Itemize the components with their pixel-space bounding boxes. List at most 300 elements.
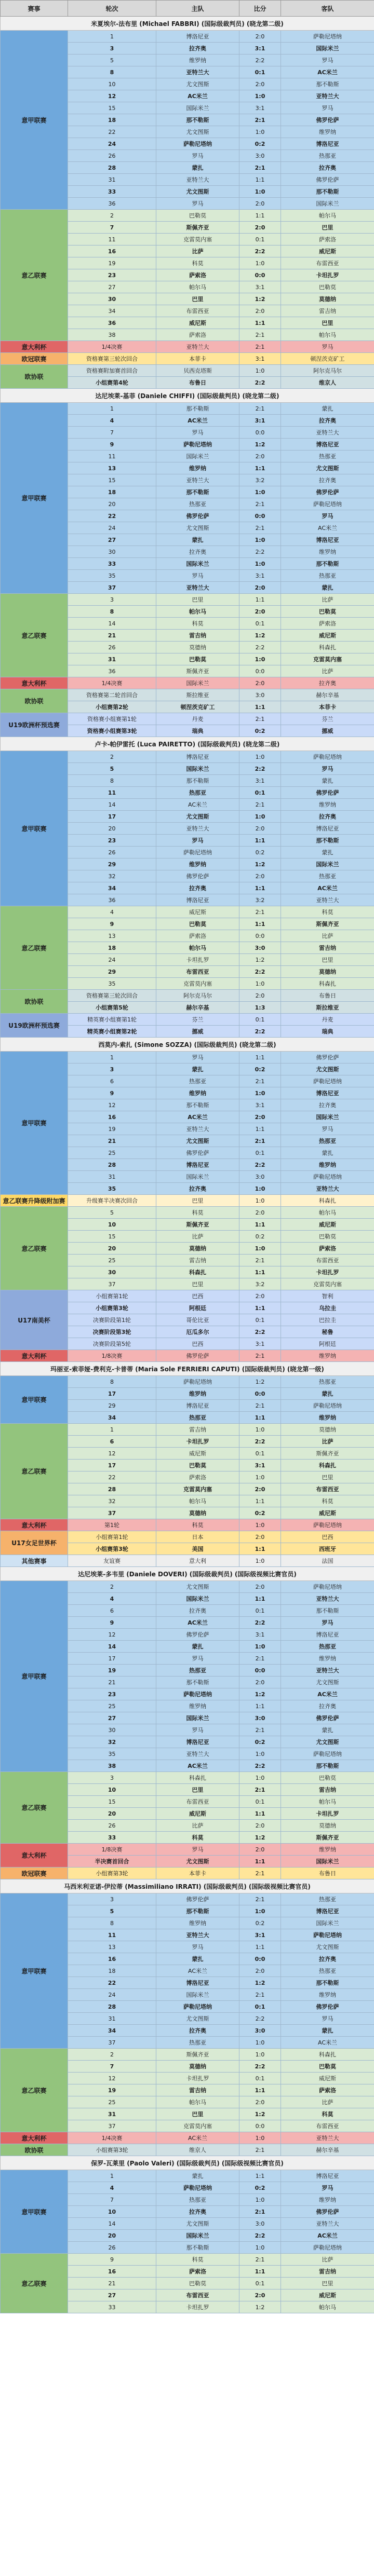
home-team-cell: 巴西 [156, 1290, 239, 1302]
score-cell: 1:2 [239, 2108, 281, 2120]
round-cell: 32 [68, 1736, 156, 1748]
round-cell: 小组赛第3轮 [68, 2144, 156, 2156]
score-cell: 2:1 [239, 329, 281, 341]
round-cell: 18 [68, 114, 156, 126]
competition-cell: 欧冠联赛 [1, 353, 68, 365]
score-cell: 1:1 [239, 835, 281, 847]
away-team-cell: 热那亚 [281, 451, 374, 462]
home-team-cell: 国际米兰 [156, 677, 239, 689]
away-team-cell: 科森扎 [281, 2049, 374, 2061]
round-cell: 16 [68, 2266, 156, 2278]
home-team-cell: 尤文图斯 [156, 1135, 239, 1147]
home-team-cell: 那不勒斯 [156, 1677, 239, 1688]
round-cell: 27 [68, 281, 156, 293]
round-cell: 34 [68, 1412, 156, 1424]
round-cell: 17 [68, 1460, 156, 1471]
away-team-cell: 巴里 [281, 317, 374, 329]
home-team-cell: 帕尔马 [156, 2096, 239, 2108]
round-cell: 21 [68, 2278, 156, 2289]
competition-cell: 意乙联赛 [1, 1424, 68, 1519]
score-cell: 1:0 [239, 1195, 281, 1207]
referee-name: 达尼埃莱-基菲 (Daniele CHIFFI) (国际级裁判员) (晓龙第二级) [1, 389, 374, 403]
round-cell: 12 [68, 1629, 156, 1641]
round-cell: 8 [68, 775, 156, 787]
home-team-cell: 博洛尼亚 [156, 1736, 239, 1748]
round-cell: 32 [68, 1495, 156, 1507]
home-team-cell: 亚特兰大 [156, 474, 239, 486]
round-cell: 24 [68, 1989, 156, 2001]
score-cell: 0:0 [239, 1953, 281, 1965]
round-cell: 8 [68, 66, 156, 78]
round-cell: 9 [68, 2254, 156, 2266]
home-team-cell: 亚特兰大 [156, 823, 239, 835]
home-team-cell: 蒙扎 [156, 2170, 239, 2182]
score-cell: 3:1 [239, 1629, 281, 1641]
score-cell: 2:0 [239, 1531, 281, 1543]
score-cell: 0:2 [239, 138, 281, 150]
score-cell: 0:1 [239, 1605, 281, 1617]
home-team-cell: 克雷莫内塞 [156, 2120, 239, 2132]
round-cell: 小组赛第1轮 [68, 1290, 156, 1302]
away-team-cell: 巴勒莫 [281, 1231, 374, 1243]
score-cell: 0:1 [239, 1147, 281, 1159]
away-team-cell: 威尼斯 [281, 1507, 374, 1519]
home-team-cell: AC米兰 [156, 2132, 239, 2144]
away-team-cell: 亚特兰大 [281, 1665, 374, 1677]
match-row [1, 1555, 374, 1567]
away-team-cell: 博洛尼亚 [281, 823, 374, 835]
round-cell: 31 [68, 174, 156, 186]
score-cell: 3:0 [239, 942, 281, 954]
home-team-cell: 莫德纳 [156, 642, 239, 653]
score-cell: 2:0 [239, 1581, 281, 1593]
away-team-cell: 亚特兰大 [281, 1593, 374, 1605]
score-cell: 2:1 [239, 906, 281, 918]
referee-name: 卢卡-帕伊雷托 (Luca PAIRETTO) (国际级裁判员) (晓龙第二级) [1, 737, 374, 751]
home-team-cell: 巴西 [156, 1338, 239, 1350]
home-team-cell: 雷吉纳 [156, 1255, 239, 1266]
away-team-cell: 斯拉维亚 [281, 1002, 374, 1014]
away-team-cell: 那不勒斯 [281, 78, 374, 90]
away-team-cell: 萨勒尼塔纳 [281, 498, 374, 510]
away-team-cell: 蒙扎 [281, 2025, 374, 2037]
away-team-cell: 莫德纳 [281, 1820, 374, 1832]
away-team-cell: 亚特兰大 [281, 2132, 374, 2144]
round-cell: 小组赛第3轮 [68, 1302, 156, 1314]
home-team-cell: 国际米兰 [156, 1171, 239, 1183]
match-row [1, 906, 374, 918]
home-team-cell: 那不勒斯 [156, 2242, 239, 2254]
score-cell: 1:1 [239, 701, 281, 713]
away-team-cell: 萨索洛 [281, 2084, 374, 2096]
competition-cell: U19欧洲杯预选赛 [1, 1014, 68, 1038]
away-team-cell: 佛罗伦萨 [281, 2206, 374, 2218]
score-cell: 2:1 [239, 341, 281, 353]
round-cell: 34 [68, 882, 156, 894]
round-cell: 1/4决赛 [68, 2132, 156, 2144]
round-cell: 小组赛第4轮 [68, 377, 156, 389]
home-team-cell: AC米兰 [156, 90, 239, 102]
round-cell: 37 [68, 2120, 156, 2132]
home-team-cell: 雷吉纳 [156, 2084, 239, 2096]
home-team-cell: 本菲卡 [156, 353, 239, 365]
home-team-cell: 热那亚 [156, 1665, 239, 1677]
score-cell: 1:1 [239, 1941, 281, 1953]
referee-row [1, 2156, 374, 2170]
score-cell: 1:0 [239, 90, 281, 102]
score-cell: 1:0 [239, 978, 281, 990]
away-team-cell: 佛罗伦萨 [281, 1052, 374, 1064]
away-team-cell: 博洛尼亚 [281, 534, 374, 546]
home-team-cell: 热那亚 [156, 2037, 239, 2049]
round-cell: 6 [68, 1436, 156, 1448]
score-cell: 2:1 [239, 799, 281, 811]
home-team-cell: 赫尔辛基 [156, 1002, 239, 1014]
home-team-cell: 巴里 [156, 1195, 239, 1207]
round-cell: 7 [68, 2061, 156, 2073]
score-cell: 1:1 [239, 1412, 281, 1424]
home-team-cell: 佛罗伦萨 [156, 1629, 239, 1641]
away-team-cell: 热那亚 [281, 1893, 374, 1905]
match-row [1, 1893, 374, 1905]
round-cell: 10 [68, 1219, 156, 1231]
score-cell: 2:0 [239, 823, 281, 835]
referee-row [1, 1567, 374, 1581]
away-team-cell: 科莫 [281, 1495, 374, 1507]
away-team-cell: 布雷西亚 [281, 1483, 374, 1495]
home-team-cell: 尤文图斯 [156, 126, 239, 138]
away-team-cell: 巴拉圭 [281, 1314, 374, 1326]
round-cell: 25 [68, 1147, 156, 1159]
score-cell: 3:2 [239, 1278, 281, 1290]
home-team-cell: 卡坦扎罗 [156, 954, 239, 966]
away-team-cell: 科森扎 [281, 1195, 374, 1207]
score-cell: 2:1 [239, 713, 281, 725]
home-team-cell: 挪威 [156, 1026, 239, 1038]
score-cell: 2:0 [239, 198, 281, 210]
match-row [1, 403, 374, 415]
score-cell: 3:0 [239, 689, 281, 701]
away-team-cell: 蒙扎 [281, 403, 374, 415]
score-cell: 2:0 [239, 305, 281, 317]
score-cell: 1:1 [239, 882, 281, 894]
round-cell: 32 [68, 870, 156, 882]
score-cell: 1:1 [239, 1219, 281, 1231]
round-cell: 3 [68, 43, 156, 54]
score-cell: 2:2 [239, 1159, 281, 1171]
away-team-cell: 秘鲁 [281, 1326, 374, 1338]
referee-name: 米夏埃尔-法布里 (Michael FABBRI) (国际级裁判员) (晓龙第二级) [1, 17, 374, 31]
away-team-cell: 比萨 [281, 1436, 374, 1448]
away-team-cell: 雷吉纳 [281, 305, 374, 317]
home-team-cell: AC米兰 [156, 1965, 239, 1977]
round-cell: 38 [68, 329, 156, 341]
score-cell: 0:0 [239, 930, 281, 942]
competition-cell: 意甲联赛 [1, 31, 68, 210]
away-team-cell: 罗马 [281, 102, 374, 114]
competition-cell: 欧协联 [1, 990, 68, 1014]
away-team-cell: 芬兰 [281, 713, 374, 725]
table-header [1, 1, 374, 17]
away-team-cell: 比萨 [281, 665, 374, 677]
competition-cell: 意甲联赛 [1, 2170, 68, 2254]
round-cell: 1 [68, 403, 156, 415]
round-cell: 37 [68, 582, 156, 594]
round-cell: 30 [68, 293, 156, 305]
score-cell: 1:0 [239, 365, 281, 377]
away-team-cell: 克雷莫内塞 [281, 653, 374, 665]
away-team-cell: 蒙扎 [281, 1724, 374, 1736]
home-team-cell: 尤文图斯 [156, 2013, 239, 2025]
referee-row [1, 737, 374, 751]
score-cell: 1:2 [239, 293, 281, 305]
away-team-cell: 国际米兰 [281, 1856, 374, 1868]
score-cell: 0:0 [239, 2120, 281, 2132]
score-cell: 1:1 [239, 1052, 281, 1064]
away-team-cell: 热那亚 [281, 1965, 374, 1977]
home-team-cell: 帕尔马 [156, 1495, 239, 1507]
score-cell: 1:0 [239, 126, 281, 138]
round-cell: 23 [68, 269, 156, 281]
home-team-cell: 斯拉维亚 [156, 689, 239, 701]
round-cell: 11 [68, 451, 156, 462]
score-cell: 0:2 [239, 1917, 281, 1929]
header-score: 比分 [239, 1, 281, 17]
match-row [1, 1207, 374, 1219]
round-cell: 10 [68, 2206, 156, 2218]
home-team-cell: 亚特兰大 [156, 582, 239, 594]
score-cell: 1:1 [239, 1302, 281, 1314]
round-cell: 6 [68, 1075, 156, 1087]
home-team-cell: 本菲卡 [156, 1868, 239, 1879]
home-team-cell: 布雷西亚 [156, 305, 239, 317]
away-team-cell: 卡坦扎罗 [281, 1266, 374, 1278]
away-team-cell: AC米兰 [281, 2230, 374, 2242]
score-cell: 3:2 [239, 894, 281, 906]
away-team-cell: 威尼斯 [281, 2073, 374, 2084]
home-team-cell: 厄瓜多尔 [156, 1326, 239, 1338]
round-cell: 12 [68, 1099, 156, 1111]
score-cell: 2:2 [239, 2013, 281, 2025]
home-team-cell: 威尼斯 [156, 317, 239, 329]
home-team-cell: 布鲁日 [156, 377, 239, 389]
round-cell: 33 [68, 1832, 156, 1844]
home-team-cell: 拉齐奥 [156, 1183, 239, 1195]
round-cell: 36 [68, 665, 156, 677]
away-team-cell: 那不勒斯 [281, 835, 374, 847]
home-team-cell: 科莫 [156, 1832, 239, 1844]
away-team-cell: 拉齐奥 [281, 1953, 374, 1965]
competition-cell: 意乙联赛 [1, 210, 68, 341]
match-row [1, 1052, 374, 1064]
away-team-cell: AC米兰 [281, 882, 374, 894]
round-cell: 1/4决赛 [68, 677, 156, 689]
away-team-cell: 维罗纳 [281, 799, 374, 811]
score-cell: 1:1 [239, 210, 281, 222]
away-team-cell: 萨勒尼塔纳 [281, 1075, 374, 1087]
score-cell: 2:2 [239, 763, 281, 775]
referee-row [1, 1038, 374, 1052]
round-cell: 半决赛首回合 [68, 1856, 156, 1868]
referee-row [1, 1879, 374, 1893]
home-team-cell: 阿根廷 [156, 1302, 239, 1314]
away-team-cell: 克雷莫内塞 [281, 1278, 374, 1290]
away-team-cell: 帕尔马 [281, 329, 374, 341]
home-team-cell: 莫德纳 [156, 1243, 239, 1255]
away-team-cell: 比萨 [281, 2254, 374, 2266]
home-team-cell: 维罗纳 [156, 858, 239, 870]
match-row [1, 341, 374, 353]
home-team-cell: 热那亚 [156, 787, 239, 799]
home-team-cell: 克雷莫内塞 [156, 978, 239, 990]
round-cell: 27 [68, 1712, 156, 1724]
round-cell: 小组赛第3轮 [68, 1543, 156, 1555]
home-team-cell: 蒙扎 [156, 534, 239, 546]
round-cell: 23 [68, 835, 156, 847]
competition-cell: 欧协联 [1, 689, 68, 713]
home-team-cell: 巴里 [156, 293, 239, 305]
home-team-cell: 威尼斯 [156, 1808, 239, 1820]
home-team-cell: 科森扎 [156, 1772, 239, 1784]
home-team-cell: 瑞典 [156, 725, 239, 737]
score-cell: 2:2 [239, 966, 281, 978]
away-team-cell: 罗马 [281, 510, 374, 522]
away-team-cell: 乌拉圭 [281, 1302, 374, 1314]
away-team-cell: 博洛尼亚 [281, 1629, 374, 1641]
away-team-cell: 萨勒尼塔纳 [281, 2242, 374, 2254]
score-cell: 1:1 [239, 462, 281, 474]
away-team-cell: 智利 [281, 1290, 374, 1302]
home-team-cell: 拉齐奥 [156, 2206, 239, 2218]
away-team-cell: 拉齐奥 [281, 1099, 374, 1111]
round-cell: 11 [68, 787, 156, 799]
round-cell: 26 [68, 2242, 156, 2254]
home-team-cell: 科莫 [156, 618, 239, 630]
away-team-cell: 帕尔马 [281, 210, 374, 222]
round-cell: 30 [68, 546, 156, 558]
away-team-cell: 尤文图斯 [281, 462, 374, 474]
round-cell: 决赛阶段第1轮 [68, 1314, 156, 1326]
away-team-cell: 巴里 [281, 954, 374, 966]
away-team-cell: 蒙扎 [281, 1388, 374, 1400]
away-team-cell: 国际米兰 [281, 1111, 374, 1123]
score-cell: 2:0 [239, 1290, 281, 1302]
score-cell: 3:1 [239, 1099, 281, 1111]
score-cell: 1:1 [239, 594, 281, 606]
round-cell: 36 [68, 317, 156, 329]
away-team-cell: 科森扎 [281, 1460, 374, 1471]
round-cell: 28 [68, 1483, 156, 1495]
away-team-cell: 博洛尼亚 [281, 1087, 374, 1099]
score-cell: 2:0 [239, 606, 281, 618]
home-team-cell: 博洛尼亚 [156, 1977, 239, 1989]
round-cell: 精英赛小组赛第1轮 [68, 1014, 156, 1026]
away-team-cell: 斯佩齐亚 [281, 1448, 374, 1460]
away-team-cell: AC米兰 [281, 522, 374, 534]
home-team-cell: AC米兰 [156, 1617, 239, 1629]
home-team-cell: 国际米兰 [156, 558, 239, 570]
away-team-cell: 热那亚 [281, 1641, 374, 1653]
away-team-cell: 罗马 [281, 763, 374, 775]
away-team-cell: 莫德纳 [281, 1424, 374, 1436]
score-cell: 3:0 [239, 150, 281, 162]
competition-cell: 意大利杯 [1, 1519, 68, 1531]
away-team-cell: 热那亚 [281, 570, 374, 582]
home-team-cell: 国际米兰 [156, 2230, 239, 2242]
away-team-cell: 莫德纳 [281, 293, 374, 305]
score-cell: 1:2 [239, 1688, 281, 1700]
score-cell: 2:0 [239, 1207, 281, 1219]
home-team-cell: 维罗纳 [156, 1700, 239, 1712]
away-team-cell: 雷吉纳 [281, 1784, 374, 1796]
away-team-cell: 巴勒莫 [281, 2061, 374, 2073]
home-team-cell: 巴勒莫 [156, 1460, 239, 1471]
away-team-cell: 卡坦扎罗 [281, 1808, 374, 1820]
round-cell: 19 [68, 1123, 156, 1135]
score-cell: 0:2 [239, 1507, 281, 1519]
competition-cell: 意乙联赛升降级附加赛 [1, 1195, 68, 1207]
score-cell: 0:1 [239, 66, 281, 78]
away-team-cell: 斯佩齐亚 [281, 918, 374, 930]
round-cell: 2 [68, 2049, 156, 2061]
score-cell: 0:0 [239, 1388, 281, 1400]
round-cell: 4 [68, 1593, 156, 1605]
away-team-cell: 蒙扎 [281, 775, 374, 787]
round-cell: 3 [68, 1772, 156, 1784]
score-cell: 0:2 [239, 725, 281, 737]
away-team-cell: 维罗纳 [281, 2194, 374, 2206]
away-team-cell: 维罗纳 [281, 1350, 374, 1362]
match-row [1, 990, 374, 1002]
score-cell: 0:0 [239, 1665, 281, 1677]
score-cell: 1:0 [239, 2194, 281, 2206]
away-team-cell: 萨勒尼塔纳 [281, 751, 374, 763]
away-team-cell: 布雷西亚 [281, 2120, 374, 2132]
score-cell: 0:0 [239, 665, 281, 677]
round-cell: 25 [68, 1255, 156, 1266]
away-team-cell: 萨索洛 [281, 618, 374, 630]
home-team-cell: 帕尔马 [156, 606, 239, 618]
score-cell: 2:1 [239, 498, 281, 510]
away-team-cell: 亚特兰大 [281, 90, 374, 102]
score-cell: 3:0 [239, 2025, 281, 2037]
score-cell: 1:1 [239, 1856, 281, 1868]
match-row [1, 594, 374, 606]
round-cell: 小组赛第2轮 [68, 701, 156, 713]
score-cell: 1:2 [239, 1376, 281, 1388]
referee-name: 玛丽亚-索菲娅-费利克-卡普蒂 (Maria Sole FERRIERI CAPUTI) (国际级裁判员) (晓龙第一级) [1, 1362, 374, 1376]
score-cell: 2:2 [239, 1326, 281, 1338]
away-team-cell: 巴勒莫 [281, 1772, 374, 1784]
away-team-cell: 罗马 [281, 1123, 374, 1135]
score-cell: 1:2 [239, 439, 281, 451]
match-row [1, 1581, 374, 1593]
home-team-cell: 那不勒斯 [156, 403, 239, 415]
home-team-cell: 国际米兰 [156, 451, 239, 462]
round-cell: 精英赛小组赛第2轮 [68, 1026, 156, 1038]
match-row [1, 2170, 374, 2182]
score-cell: 1:0 [239, 1905, 281, 1917]
home-team-cell: 萨索洛 [156, 930, 239, 942]
home-team-cell: 帕尔马 [156, 942, 239, 954]
score-cell: 2:2 [239, 2230, 281, 2242]
score-cell: 2:1 [239, 2254, 281, 2266]
score-cell: 3:1 [239, 43, 281, 54]
home-team-cell: AC米兰 [156, 1111, 239, 1123]
score-cell: 2:0 [239, 1111, 281, 1123]
score-cell: 2:0 [239, 870, 281, 882]
round-cell: 资格赛附加赛首回合 [68, 365, 156, 377]
